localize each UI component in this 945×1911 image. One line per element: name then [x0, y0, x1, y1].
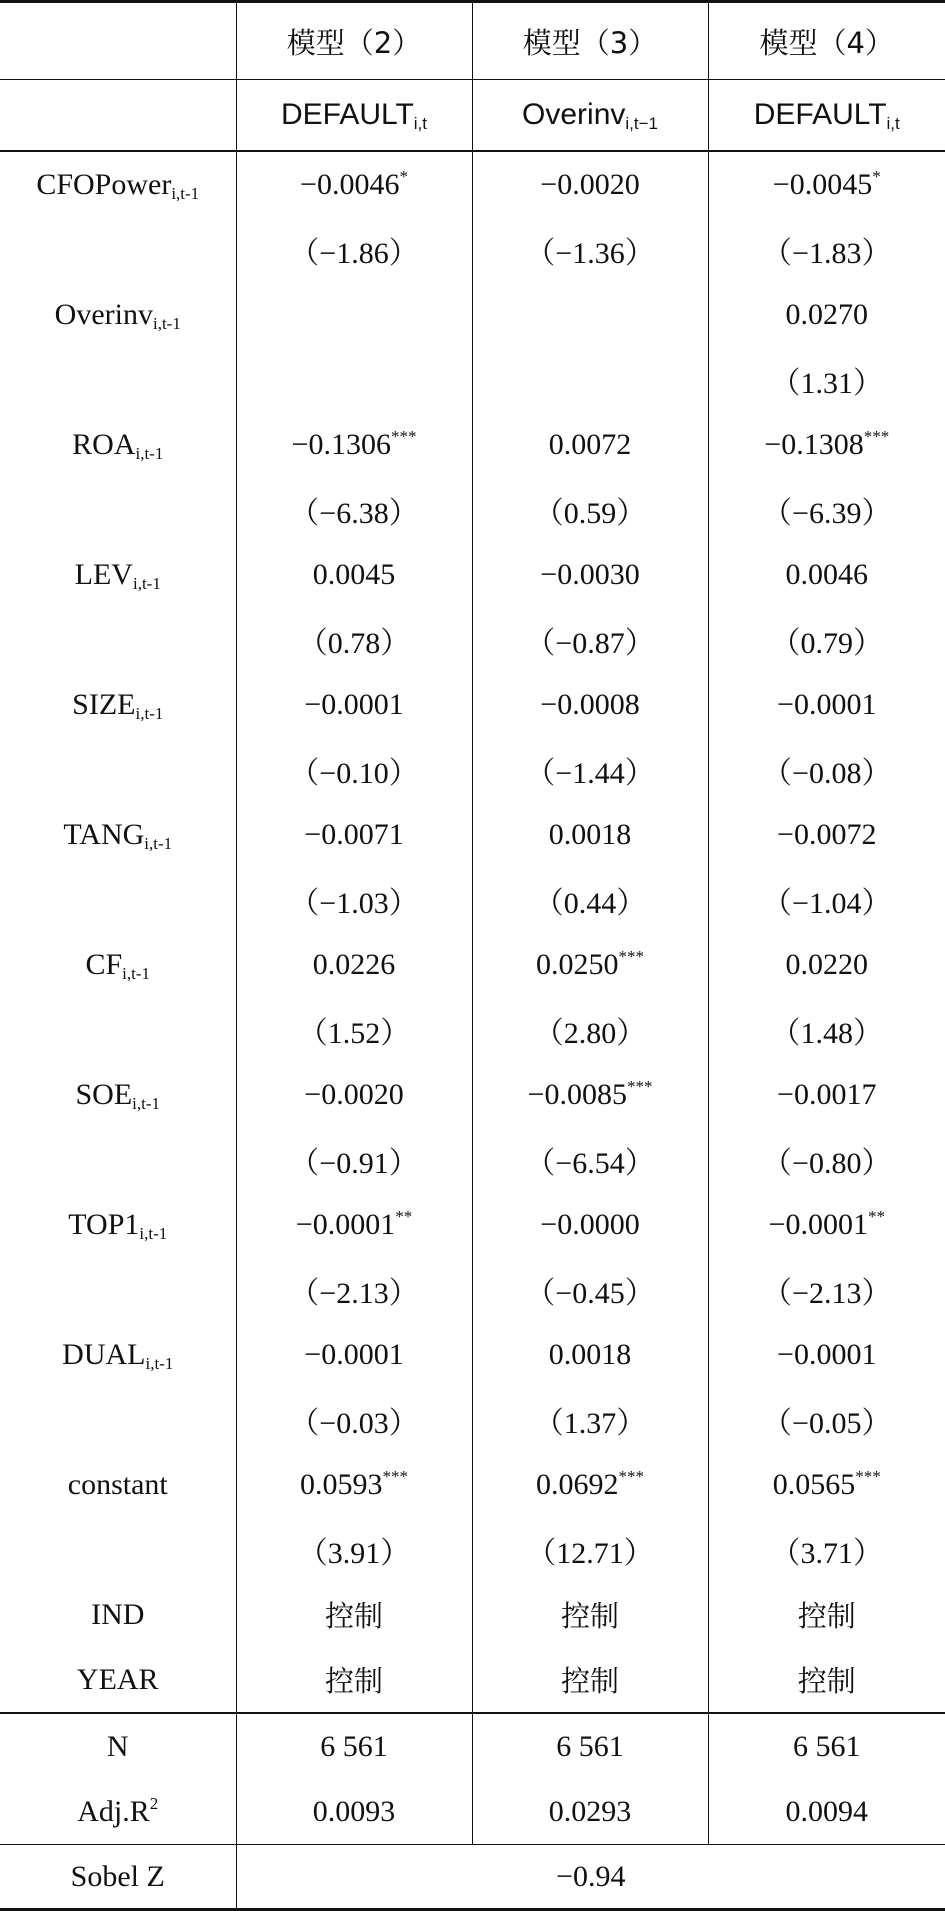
tstat-row — [0, 347, 945, 412]
header-dependent-1 — [236, 80, 472, 152]
tstat-row — [0, 737, 945, 802]
coef-cell — [708, 1192, 945, 1257]
stat-value: 6 561 — [236, 1713, 472, 1779]
variable-cell-empty — [0, 477, 236, 542]
coef-cell — [472, 1062, 708, 1127]
significance-stars: *** — [855, 1466, 881, 1486]
coef-cell — [472, 932, 708, 997]
variable-cell-empty — [0, 1517, 236, 1582]
tstat-row — [0, 1517, 945, 1582]
coef-value: 0.0072 — [548, 427, 632, 461]
tstat-cell: （−1.86） — [236, 217, 472, 282]
coef-cell — [472, 412, 708, 477]
variable-name: SOE — [75, 1077, 133, 1111]
header-model-4: 模型（4） — [708, 2, 945, 80]
coef-value: −0.0071 — [304, 817, 404, 851]
stat-label — [0, 1779, 236, 1845]
tstat-cell: （−2.13） — [236, 1257, 472, 1322]
coef-cell — [708, 932, 945, 997]
significance-stars: ** — [395, 1206, 413, 1226]
coef-row — [0, 1452, 945, 1517]
coef-value: 0.0226 — [312, 947, 396, 981]
tstat-cell: （−0.10） — [236, 737, 472, 802]
variable-name: CFOPower — [36, 167, 172, 201]
variable-name: constant — [67, 1467, 168, 1501]
tstat-row — [0, 1127, 945, 1192]
coef-cell — [236, 151, 472, 217]
control-value: 控制 — [472, 1582, 708, 1647]
stat-value: 0.0293 — [472, 1779, 708, 1845]
stat-row — [0, 1779, 945, 1845]
tstat-cell: （0.79） — [708, 607, 945, 672]
significance-stars: *** — [626, 1076, 653, 1096]
tstat-row — [0, 1257, 945, 1322]
tstat-cell: （−2.13） — [708, 1257, 945, 1322]
tstat-cell: （−1.03） — [236, 867, 472, 932]
variable-name: SIZE — [72, 687, 136, 721]
coef-cell — [708, 802, 945, 867]
tstat-cell: （−6.39） — [708, 477, 945, 542]
tstat-cell: （3.71） — [708, 1517, 945, 1582]
coef-value: 0.0270 — [785, 297, 868, 331]
variable-cell — [0, 802, 236, 867]
tstat-cell: （−0.03） — [236, 1387, 472, 1452]
tstat-cell: （−1.04） — [708, 867, 945, 932]
coef-cell — [236, 282, 472, 347]
coef-value: 0.0250 — [536, 947, 619, 981]
variable-name: CF — [85, 947, 123, 981]
tstat-cell — [472, 347, 708, 412]
control-row — [0, 1647, 945, 1713]
tstat-row — [0, 867, 945, 932]
tstat-cell: （−0.08） — [708, 737, 945, 802]
coef-value: 0.0018 — [548, 1337, 632, 1371]
variable-cell-empty — [0, 997, 236, 1062]
tstat-cell: （1.52） — [236, 997, 472, 1062]
coef-cell — [236, 672, 472, 737]
tstat-cell: （0.44） — [472, 867, 708, 932]
coef-cell — [472, 1192, 708, 1257]
stat-label-text: N — [106, 1729, 129, 1763]
control-value: 控制 — [708, 1582, 945, 1647]
coef-value: −0.0020 — [304, 1077, 404, 1111]
variable-cell — [0, 412, 236, 477]
coef-cell — [236, 412, 472, 477]
coef-row — [0, 672, 945, 737]
variable-subscript: i,t-1 — [152, 313, 181, 333]
dependent-name: DEFAULT — [753, 98, 887, 131]
stat-value: 0.0093 — [236, 1779, 472, 1845]
variable-name: Overinv — [54, 297, 153, 331]
coef-value: −0.0085 — [527, 1077, 627, 1111]
variable-cell — [0, 1322, 236, 1387]
tstat-cell: （2.80） — [472, 997, 708, 1062]
coef-row — [0, 151, 945, 217]
coef-value: −0.0072 — [777, 817, 877, 851]
control-value: 控制 — [236, 1647, 472, 1713]
variable-cell-empty — [0, 607, 236, 672]
coef-cell — [472, 802, 708, 867]
sobel-value: −0.94 — [236, 1845, 945, 1910]
variable-cell-empty — [0, 1257, 236, 1322]
tstat-cell: （−6.38） — [236, 477, 472, 542]
tstat-row — [0, 997, 945, 1062]
tstat-row — [0, 217, 945, 282]
significance-stars: * — [399, 166, 408, 186]
variable-name: TANG — [63, 817, 145, 851]
tstat-cell: （−1.44） — [472, 737, 708, 802]
coef-value: −0.0001 — [295, 1207, 396, 1241]
tstat-cell: （1.48） — [708, 997, 945, 1062]
variable-subscript: i,t-1 — [135, 443, 164, 463]
tstat-cell: （−1.36） — [472, 217, 708, 282]
tstat-row — [0, 1387, 945, 1452]
coef-value: −0.1308 — [764, 427, 864, 461]
coef-cell — [236, 542, 472, 607]
variable-cell-empty — [0, 867, 236, 932]
variable-subscript: i,t-1 — [135, 703, 164, 723]
stat-value: 0.0094 — [708, 1779, 945, 1845]
significance-stars: *** — [382, 1466, 408, 1486]
variable-cell — [0, 1062, 236, 1127]
coef-cell — [708, 1452, 945, 1517]
tstat-cell: （−0.05） — [708, 1387, 945, 1452]
variable-cell — [0, 282, 236, 347]
variable-subscript: i,t-1 — [132, 1093, 161, 1113]
coef-row — [0, 932, 945, 997]
variable-cell — [0, 672, 236, 737]
tstat-row — [0, 477, 945, 542]
header-model-3: 模型（3） — [472, 2, 708, 80]
variable-cell — [0, 1192, 236, 1257]
coef-value: −0.0020 — [540, 167, 640, 201]
coef-row — [0, 1322, 945, 1387]
sobel-row — [0, 1845, 945, 1910]
coef-value: 0.0593 — [300, 1467, 383, 1501]
coef-cell — [708, 672, 945, 737]
coef-cell — [708, 542, 945, 607]
coef-cell — [472, 672, 708, 737]
tstat-row — [0, 607, 945, 672]
table-body — [0, 2, 945, 1910]
coef-row — [0, 1062, 945, 1127]
tstat-cell: （1.37） — [472, 1387, 708, 1452]
coef-value: 0.0692 — [536, 1467, 619, 1501]
coef-cell — [236, 932, 472, 997]
variable-cell — [0, 151, 236, 217]
coef-cell — [708, 282, 945, 347]
tstat-cell: （12.71） — [472, 1517, 708, 1582]
header-corner-cell — [0, 80, 236, 152]
stat-label-superscript: 2 — [149, 1793, 159, 1813]
coef-cell — [708, 1322, 945, 1387]
coef-value: −0.0001 — [304, 687, 404, 721]
coef-value: 0.0018 — [548, 817, 632, 851]
significance-stars: *** — [863, 426, 890, 446]
header-corner-cell — [0, 2, 236, 80]
significance-stars: *** — [390, 426, 417, 446]
coef-cell — [236, 1322, 472, 1387]
coef-value: 0.0045 — [312, 557, 396, 591]
variable-subscript: i,t-1 — [132, 573, 161, 593]
tstat-cell: （−0.80） — [708, 1127, 945, 1192]
tstat-cell: （0.78） — [236, 607, 472, 672]
coef-value: −0.0001 — [304, 1337, 404, 1371]
significance-stars: ** — [867, 1206, 885, 1226]
variable-subscript: i,t-1 — [171, 183, 200, 203]
tstat-cell: （−0.87） — [472, 607, 708, 672]
coef-cell — [236, 802, 472, 867]
dependent-name: Overinv — [522, 98, 626, 131]
variable-subscript: i,t-1 — [144, 833, 173, 853]
variable-subscript: i,t-1 — [139, 1223, 168, 1243]
variable-subscript: i,t-1 — [122, 963, 151, 983]
variable-cell-empty — [0, 737, 236, 802]
coef-value: −0.0001 — [777, 1337, 877, 1371]
coef-cell — [472, 151, 708, 217]
stat-row — [0, 1713, 945, 1779]
coef-value: −0.0017 — [777, 1077, 877, 1111]
coef-value: −0.0030 — [540, 557, 640, 591]
tstat-cell: （−0.91） — [236, 1127, 472, 1192]
tstat-cell — [236, 347, 472, 412]
coef-value: −0.0045 — [772, 167, 873, 201]
tstat-cell: （0.59） — [472, 477, 708, 542]
dependent-subscript: i,t−1 — [625, 114, 658, 133]
coef-value: −0.1306 — [291, 427, 391, 461]
coef-row — [0, 802, 945, 867]
dependent-name: DEFAULT — [280, 98, 414, 131]
variable-cell — [0, 542, 236, 607]
variable-cell — [0, 1452, 236, 1517]
stat-label-text: Adj.R — [77, 1794, 150, 1828]
coef-value: 0.0046 — [785, 557, 868, 591]
significance-stars: *** — [618, 1466, 644, 1486]
variable-cell-empty — [0, 1387, 236, 1452]
coef-value: −0.0046 — [300, 167, 400, 201]
header-row-dependents — [0, 80, 945, 152]
stat-value: 6 561 — [472, 1713, 708, 1779]
dependent-subscript: i,t — [886, 114, 900, 133]
tstat-cell: （−6.54） — [472, 1127, 708, 1192]
coef-cell — [708, 151, 945, 217]
coef-row — [0, 282, 945, 347]
coef-cell — [708, 412, 945, 477]
coef-row — [0, 412, 945, 477]
header-dependent-3 — [708, 80, 945, 152]
control-value: 控制 — [708, 1647, 945, 1713]
variable-name: DUAL — [62, 1337, 146, 1371]
tstat-cell: （−1.83） — [708, 217, 945, 282]
coef-cell — [472, 1322, 708, 1387]
coef-cell — [236, 1062, 472, 1127]
variable-cell-empty — [0, 217, 236, 282]
coef-cell — [472, 542, 708, 607]
control-label: IND — [91, 1597, 145, 1631]
dependent-subscript: i,t — [413, 114, 428, 133]
variable-name: TOP1 — [68, 1207, 140, 1241]
header-dependent-2 — [472, 80, 708, 152]
header-model-2: 模型（2） — [236, 2, 472, 80]
coef-value: −0.0008 — [540, 687, 640, 721]
variable-name: ROA — [72, 427, 136, 461]
significance-stars: *** — [618, 946, 644, 966]
stat-value: 6 561 — [708, 1713, 945, 1779]
control-label: YEAR — [0, 1647, 236, 1713]
significance-stars: * — [872, 166, 881, 186]
variable-cell-empty — [0, 347, 236, 412]
coef-value: −0.0001 — [768, 1207, 868, 1241]
coef-cell — [236, 1192, 472, 1257]
coef-row — [0, 1192, 945, 1257]
stat-label — [0, 1713, 236, 1779]
coef-value: −0.0000 — [540, 1207, 640, 1241]
coef-cell — [472, 1452, 708, 1517]
control-row — [0, 1582, 945, 1647]
coef-cell — [708, 1062, 945, 1127]
variable-cell — [0, 932, 236, 997]
tstat-cell: （3.91） — [236, 1517, 472, 1582]
header-row-models — [0, 2, 945, 80]
variable-subscript: i,t-1 — [145, 1353, 174, 1373]
coef-cell — [236, 1452, 472, 1517]
variable-name: LEV — [74, 557, 133, 591]
control-value: 控制 — [236, 1582, 472, 1647]
variable-cell-empty — [0, 1127, 236, 1192]
coef-cell — [472, 282, 708, 347]
coef-row — [0, 542, 945, 607]
tstat-cell: （1.31） — [708, 347, 945, 412]
coef-value: 0.0565 — [772, 1467, 856, 1501]
tstat-cell: （−0.45） — [472, 1257, 708, 1322]
sobel-label: Sobel Z — [0, 1845, 236, 1910]
coef-value: −0.0001 — [777, 687, 877, 721]
coef-value: 0.0220 — [785, 947, 868, 981]
control-value: 控制 — [472, 1647, 708, 1713]
